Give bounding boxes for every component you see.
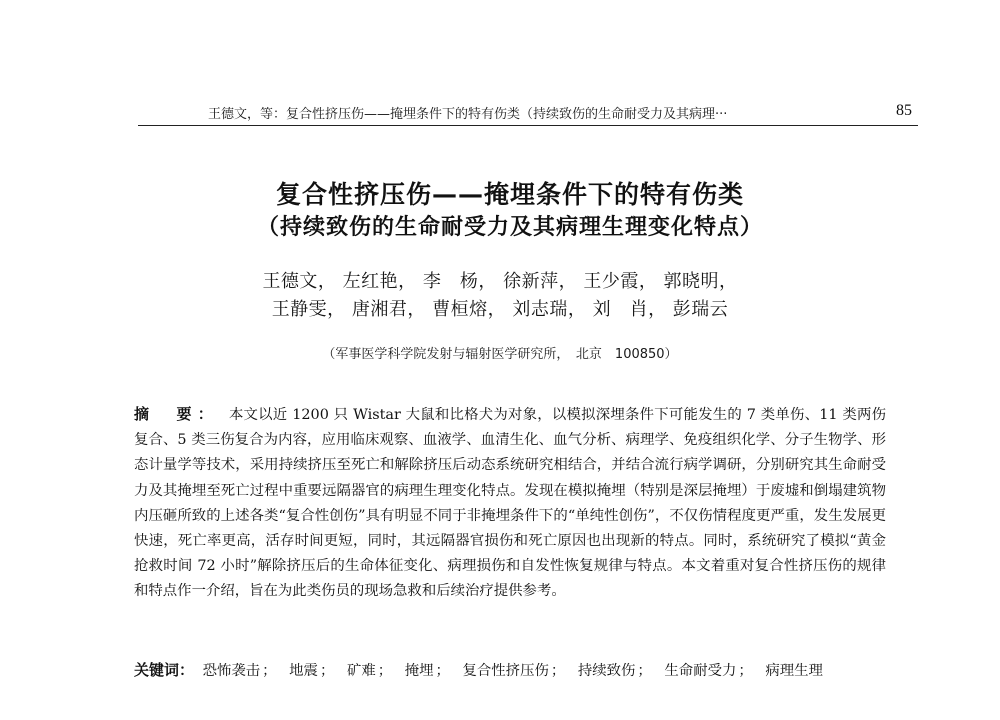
running-header <box>138 103 918 123</box>
keyword-separator: ； <box>262 663 277 679</box>
abstract-text: 本文以近 1200 只 Wistar 大鼠和比格犬为对象，以模拟深埋条件下可能发生的 7 类单伤、11 类两伤复合、5 类三伤复合为内容，应用临床观察、血液学、血清生化、血气分析、病理学、免疫组织化学、分子生物学、形态计量学等技术，采用持续挤压至死亡和解除挤压后动态系统研究相结合，并结合流行病学调研，分别研究其生命耐受力及其掩埋至死亡过程中重要远隔器官的病理生理变化特点。发现在模拟掩埋（特别是深层掩埋）于废墟和倒塌建筑物内压砸所致的上述各类“复合性创伤”具有明显不同于非掩埋条件下的“单纯性创伤”，不仅伤情程度更严重，发生发展更快速，死亡率更高，活存时间更短，同时，其远隔器官损伤和死亡原因也出现新的特点。同时，系统研究了模拟“黄金抢救时间 72 小时”解除挤压后的生命体征变化、病理损伤和自发性恢复规律与特点。本文着重对复合性挤压伤的规律和特点作一介绍，旨在为此类伤员的现场急救和后续治疗提供参考。 <box>134 407 886 600</box>
keywords-label: 关键词： <box>134 661 195 679</box>
paper-subtitle: （持续致伤的生命耐受力及其病理生理变化特点） <box>256 215 763 240</box>
page-number: 85 <box>896 102 912 119</box>
title-block <box>130 178 890 244</box>
abstract-label: 摘 要： <box>134 405 219 423</box>
keyword-separator: ； <box>550 663 566 679</box>
author-line-2: 王静雯， 唐湘君， 曹桓熔， 刘志瑞， 刘 肖， 彭瑞云 <box>271 299 729 320</box>
paper-title: 复合性挤压伤——掩埋条件下的特有伤类 <box>275 180 744 209</box>
keyword-separator: ； <box>738 663 753 679</box>
affiliation: （军事医学科学院发射与辐射医学研究所， 北京 100850） <box>322 347 678 362</box>
keyword-separator: ； <box>435 663 450 679</box>
keyword-separator: ； <box>637 663 652 679</box>
running-header-title: 王德文，等：复合性挤压伤——掩埋条件下的特有伤类（持续致伤的生命耐受力及其病理··· <box>208 107 728 122</box>
keywords-list <box>203 663 825 679</box>
keyword-separator: ； <box>319 663 335 679</box>
keyword-item: 恐怖袭击 <box>202 663 261 679</box>
keyword-item: 病理生理 <box>765 663 823 679</box>
keywords <box>134 658 886 684</box>
keyword-item: 复合性挤压伤 <box>462 663 549 679</box>
abstract <box>134 402 886 605</box>
keyword-item: 地震 <box>289 663 318 679</box>
header-rule <box>138 125 918 126</box>
keyword-item: 掩埋 <box>404 663 434 679</box>
keyword-item: 生命耐受力 <box>664 663 737 679</box>
keyword-separator: ； <box>377 663 393 679</box>
keyword-item: 持续致伤 <box>577 663 636 679</box>
author-list <box>200 268 800 324</box>
author-line-1: 王德文， 左红艳， 李 杨， 徐新萍， 王少霞， 郭晓明， <box>262 271 738 292</box>
keyword-item: 矿难 <box>346 663 376 679</box>
